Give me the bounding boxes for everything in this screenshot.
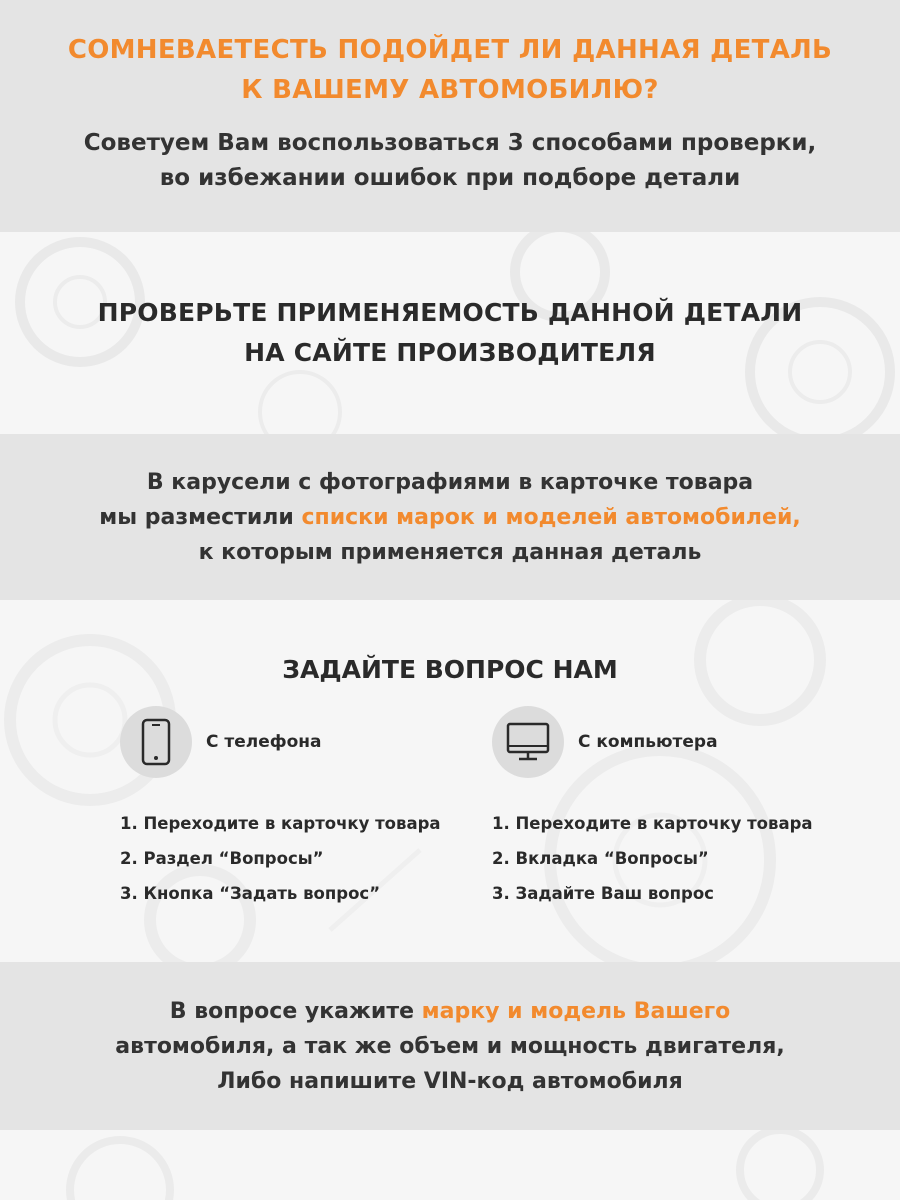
smartphone-icon	[120, 706, 192, 778]
computer-column	[492, 690, 813, 911]
carousel-info-line-2-plain: мы разместили	[99, 504, 302, 530]
carousel-info-line-2	[99, 500, 800, 535]
computer-steps-list	[492, 806, 813, 911]
computer-title: С компьютера	[578, 732, 718, 752]
monitor-icon	[492, 706, 564, 778]
check-manufacturer-section	[0, 232, 900, 434]
question-tips-line-1-accent: марку и модель Вашего	[421, 998, 731, 1024]
check-manufacturer-line-2: НА САЙТЕ ПРОИЗВОДИТЕЛЯ	[244, 338, 656, 367]
computer-step-1: 1. Переходите в карточку товара	[492, 814, 813, 833]
phone-steps-list	[120, 806, 441, 911]
subtitle-line-1: Советуем Вам воспользоваться 3 способами проверки,	[83, 130, 817, 156]
carousel-info-line-2-accent: списки марок и моделей автомобилей,	[301, 504, 801, 530]
question-tips-section	[0, 962, 900, 1130]
phone-column	[120, 690, 441, 911]
subtitle-line-2: во избежании ошибок при подборе детали	[159, 165, 741, 191]
computer-step-2: 2. Вкладка “Вопросы”	[492, 849, 709, 868]
computer-header	[492, 704, 813, 780]
main-title-line-1: СОМНЕВАЕТЕСТЬ ПОДОЙДЕТ ЛИ ДАННАЯ ДЕТАЛЬ	[67, 35, 833, 65]
phone-step-1: 1. Переходите в карточку товара	[120, 814, 441, 833]
carousel-info-section	[0, 434, 900, 600]
carousel-info-line-3: к которым применяется данная деталь	[198, 539, 702, 565]
question-tips-line-3: Либо напишите VIN-код автомобиля	[217, 1068, 683, 1094]
phone-step-3: 3. Кнопка “Задать вопрос”	[120, 884, 381, 903]
main-title-line-2: К ВАШЕМУ АВТОМОБИЛЮ?	[241, 75, 659, 105]
gear-background-icon	[0, 1130, 900, 1200]
ask-question-title: ЗАДАЙТЕ ВОПРОС НАМ	[282, 655, 618, 684]
question-tips-line-1	[170, 994, 730, 1029]
phone-title: С телефона	[206, 732, 322, 752]
phone-step-2: 2. Раздел “Вопросы”	[120, 849, 324, 868]
footer-background	[0, 1130, 900, 1200]
ask-question-columns	[0, 690, 900, 940]
header-section	[0, 0, 900, 232]
carousel-info-line-1: В карусели с фотографиями в карточке товара	[146, 469, 754, 495]
question-tips-line-2: автомобиля, а так же объем и мощность двигателя,	[115, 1033, 785, 1059]
question-tips-line-1-plain: В вопросе укажите	[169, 998, 422, 1024]
phone-header	[120, 704, 441, 780]
computer-step-3: 3. Задайте Ваш вопрос	[492, 884, 714, 903]
check-manufacturer-line-1: ПРОВЕРЬТЕ ПРИМЕНЯЕМОСТЬ ДАННОЙ ДЕТАЛИ	[97, 298, 803, 327]
ask-question-section	[0, 600, 900, 962]
